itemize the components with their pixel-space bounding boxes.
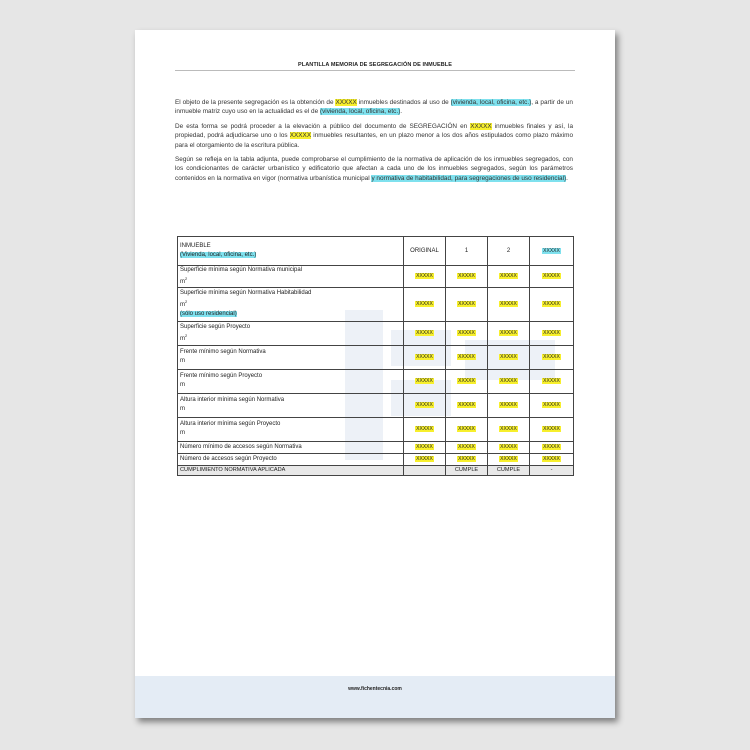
placeholder-value: XXXXX [500, 301, 517, 308]
header-cell-2 [488, 237, 530, 266]
paragraph-text: El objeto de la presente segregación es la obtención de [175, 99, 336, 106]
body-text [175, 98, 573, 188]
body-paragraph [175, 122, 573, 150]
paragraph-text: inmuebles resultantes, en un plazo menor a los dos años estipulados como plazo máximo para el otorgamiento de la escritura pública. [175, 132, 573, 149]
row-label-cell [178, 369, 404, 393]
paragraph-text: De esta forma se podrá proceder a la elevación a público del documento de SEGREGACIÓN en [175, 122, 471, 130]
paragraph-text: Según se refleja en la tabla adjunta, puede comprobarse el cumplimiento de la normativa de aplicación de los inmuebles segregados, con los condicionantes de carácter urbanístico y edificatorio que afectan a cada uno de los inmuebles segregados, según los parámetros contenidos en la normativa en vigor (normativa urbanística municipal [175, 156, 573, 182]
table-row [178, 266, 574, 288]
placeholder-value: XXXXX [458, 378, 475, 385]
header-cell-n [530, 237, 574, 266]
row-note: (sólo uso residencial) [180, 310, 237, 317]
body-paragraph [175, 98, 573, 117]
value-cell [404, 266, 446, 288]
placeholder-value: XXXXX [416, 402, 433, 409]
footer-band [135, 676, 615, 718]
placeholder-value: XXXXX [500, 402, 517, 409]
compliance-row [178, 465, 574, 475]
placeholder-value: XXXXX [543, 456, 560, 463]
unit-superscript: 2 [185, 275, 188, 281]
placeholder-value: XXXXX [416, 330, 433, 337]
placeholder-value: XXXXX [458, 354, 475, 361]
value-cell [488, 287, 530, 321]
paragraph-text: inmuebles destinados al uso de [356, 99, 451, 106]
placeholder-value: XXXXX [500, 273, 517, 280]
body-paragraph [175, 155, 573, 183]
row-label-cell [178, 453, 404, 465]
value-cell [530, 441, 574, 453]
column-header: XXXXX [543, 248, 560, 254]
header-cell-1 [446, 237, 488, 266]
placeholder-value: XXXXX [543, 301, 560, 308]
row-unit: m [180, 382, 185, 389]
column-header: 2 [506, 248, 511, 254]
placeholder-value: XXXXX [543, 273, 560, 280]
placeholder-value: XXXXX [500, 354, 517, 361]
value-cell [530, 321, 574, 345]
row-label: Número de accesos según Proyecto [180, 455, 277, 462]
table-row [178, 321, 574, 345]
value-cell [404, 287, 446, 321]
value-cell [446, 417, 488, 441]
row-unit: m [180, 358, 185, 365]
unit-superscript: 2 [185, 299, 188, 305]
row-label: Superficie mínima según Normativa municipal [180, 267, 303, 273]
option-highlight: y normativa de habitabilidad, para segregaciones de uso residencial) [371, 174, 567, 182]
placeholder-value: XXXXX [416, 301, 433, 308]
row-label-cell [178, 266, 404, 288]
unit-superscript: 2 [185, 332, 188, 338]
compliance-table [177, 236, 573, 476]
row-label-cell [178, 287, 404, 321]
placeholder-value: XXXXX [500, 378, 517, 385]
table-row [178, 441, 574, 453]
placeholder-value: XXXXX [543, 426, 560, 433]
column-header: 1 [464, 248, 469, 254]
value-cell [446, 287, 488, 321]
value-cell [446, 321, 488, 345]
document-title: PLANTILLA MEMORIA DE SEGREGACIÓN DE INMUEBLE [297, 62, 453, 68]
value-cell [530, 287, 574, 321]
placeholder-value: XXXXX [458, 402, 475, 409]
value-cell [488, 417, 530, 441]
paragraph-text: inmuebles finales y así, la propiedad, podrá adjudicarse uno o los [175, 122, 574, 140]
row-unit: $m^2$ [180, 299, 188, 309]
row-label-cell [178, 417, 404, 441]
row-unit: m [180, 406, 185, 413]
value-cell [404, 369, 446, 393]
row-label-cell [178, 393, 404, 417]
placeholder-highlight: XXXXX [335, 99, 357, 106]
compliance-value [404, 465, 446, 475]
placeholder-value: XXXXX [500, 330, 517, 337]
placeholder-value: XXXXX [543, 330, 560, 337]
value-cell [530, 266, 574, 288]
placeholder-value: XXXXX [416, 273, 433, 280]
value-cell [404, 321, 446, 345]
paragraph-text: . [566, 174, 568, 182]
title-divider [175, 70, 575, 71]
value-cell [530, 453, 574, 465]
placeholder-value: XXXXX [458, 273, 475, 280]
row-label-cell [178, 345, 404, 369]
placeholder-value: XXXXX [543, 402, 560, 409]
row-label: Altura interior mínima según Proyecto [180, 421, 281, 428]
value-cell [488, 345, 530, 369]
value-cell [404, 417, 446, 441]
placeholder-value: XXXXX [500, 444, 517, 451]
value-cell [404, 441, 446, 453]
placeholder-value: XXXXX [543, 444, 560, 451]
row-label-cell [178, 441, 404, 453]
paragraph-text: , a partir de un inmueble matriz cuyo uso en la actualidad es el de [175, 99, 573, 116]
table-row [178, 369, 574, 393]
value-cell [446, 453, 488, 465]
value-cell [488, 369, 530, 393]
value-cell [530, 345, 574, 369]
compliance-label: CUMPLIMIENTO NORMATIVA APLICADA [178, 465, 404, 475]
value-cell [404, 345, 446, 369]
value-cell [488, 453, 530, 465]
placeholder-highlight: XXXXX [289, 132, 312, 140]
value-cell [446, 369, 488, 393]
option-highlight: (vivienda, local, oficina, etc.) [450, 99, 532, 106]
placeholder-value: XXXXX [416, 426, 433, 433]
header-label: INMUEBLE [180, 243, 211, 250]
row-label: Superficie según Proyecto [180, 323, 251, 330]
row-label: Superficie mínima según Normativa Habitabilidad [180, 290, 312, 297]
row-unit: m [180, 430, 185, 437]
value-cell [446, 345, 488, 369]
option-highlight: (vivienda, local, oficina, etc.) [319, 108, 401, 116]
row-label: Número mínimo de accesos según Normativa [180, 443, 302, 450]
table-row [178, 453, 574, 465]
placeholder-value: XXXXX [500, 456, 517, 463]
paragraph-text: . [400, 108, 403, 116]
placeholder-value: XXXXX [416, 444, 433, 451]
value-cell [404, 393, 446, 417]
value-cell [404, 453, 446, 465]
placeholder-value: XXXXX [458, 330, 475, 337]
placeholder-value: XXXXX [543, 378, 560, 385]
row-label: Frente mínimo según Normativa [180, 349, 266, 356]
value-cell [530, 369, 574, 393]
table-row [178, 393, 574, 417]
compliance-value: - [530, 465, 574, 475]
value-cell [488, 266, 530, 288]
header-sublabel: (Vivienda, local, oficina, etc.) [180, 252, 257, 258]
row-unit: $m^2$ [180, 332, 188, 342]
row-label: Altura interior mínima según Normativa [180, 397, 285, 404]
compliance-value: CUMPLE [488, 465, 530, 475]
value-cell [530, 417, 574, 441]
placeholder-highlight: XXXXX [470, 122, 492, 130]
table-row [178, 417, 574, 441]
table-header-row [178, 237, 574, 266]
placeholder-value: XXXXX [543, 354, 560, 361]
placeholder-value: XXXXX [458, 301, 475, 308]
placeholder-value: XXXXX [500, 426, 517, 433]
table-row [178, 345, 574, 369]
value-cell [488, 321, 530, 345]
value-cell [446, 266, 488, 288]
placeholder-value: XXXXX [458, 426, 475, 433]
header-cell-inmueble [178, 237, 404, 266]
placeholder-value: XXXXX [458, 444, 475, 451]
placeholder-value: XXXXX [458, 456, 475, 463]
value-cell [488, 441, 530, 453]
header-cell-original [404, 237, 446, 266]
row-label-cell [178, 321, 404, 345]
placeholder-value: XXXXX [416, 456, 433, 463]
compliance-value: CUMPLE [446, 465, 488, 475]
value-cell [446, 393, 488, 417]
table-row [178, 287, 574, 321]
row-label: Frente mínimo según Proyecto [180, 373, 263, 380]
placeholder-value: XXXXX [416, 354, 433, 361]
column-header: ORIGINAL [410, 248, 439, 254]
row-unit: $m^2$ [180, 275, 188, 285]
value-cell [446, 441, 488, 453]
placeholder-value: XXXXX [416, 378, 433, 385]
value-cell [530, 393, 574, 417]
footer-url: www.fichentecnia.com [348, 686, 402, 692]
value-cell [488, 393, 530, 417]
document-page [135, 30, 615, 718]
